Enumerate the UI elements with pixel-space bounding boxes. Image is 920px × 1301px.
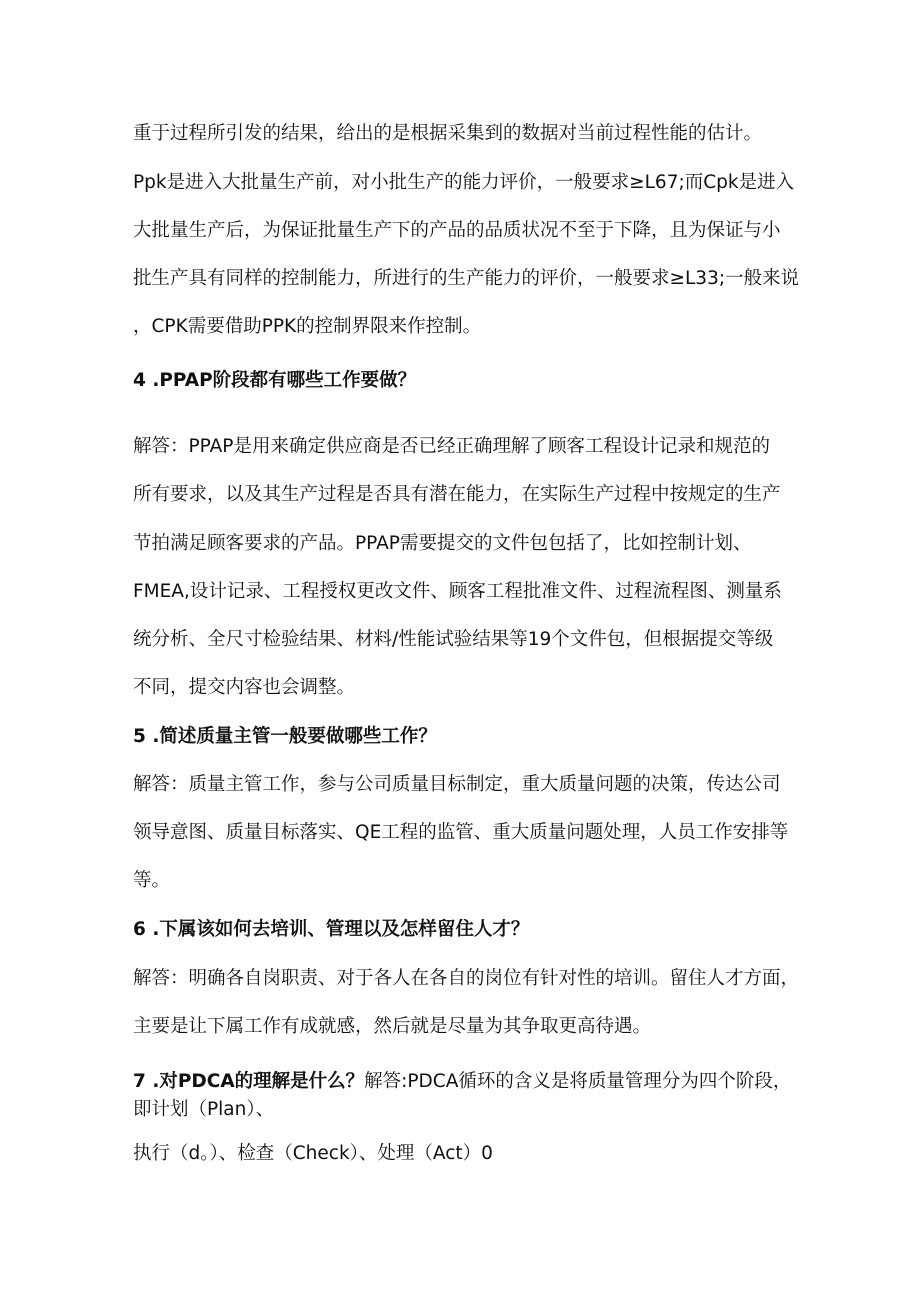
paragraph-line: 统分析、全尺寸检验结果、材料/性能试验结果等19个文件包，但根据提交等级 [133, 629, 774, 650]
paragraph-line: 执行（d。）、检查（Check）、处理（Act）0 [133, 1143, 493, 1164]
section-heading-4: 4 .PPAP阶段都有哪些工作要做？ [133, 370, 417, 391]
paragraph-line: FMEA,设计记录、工程授权更改文件、顾客工程批准文件、过程流程图、测量系 [133, 581, 782, 602]
paragraph-line: 节拍满足顾客要求的产品。PPAP需要提交的文件包包括了，比如控制计划、 [133, 533, 752, 554]
paragraph-line: Ppk是进入大批量生产前，对小批生产的能力评价，一般要求≥L67;而Cpk是进入 [133, 172, 795, 193]
section-heading-5: 5 .简述质量主管一般要做哪些工作？ [133, 726, 437, 747]
paragraph-line: ，CPK需要借助PPK的控制界限来作控制。 [133, 316, 482, 337]
paragraph-line: 解答：明确各自岗职责、对于各人在各自的岗位有针对性的培训。留住人才方面， [133, 968, 800, 989]
paragraph-line: 领导意图、质量目标落实、QE工程的监管、重大质量问题处理，人员工作安排等 [133, 822, 789, 843]
section-heading-7-line [133, 1069, 805, 1095]
paragraph-line: 等。 [133, 870, 171, 891]
paragraph-line: 解答：PPAP是用来确定供应商是否已经正确理解了顾客工程设计记录和规范的 [133, 436, 770, 457]
paragraph-line: 所有要求，以及其生产过程是否具有潜在能力，在实际生产过程中按规定的生产 [133, 484, 781, 505]
section-heading-6: 6 .下属该如何去培训、管理以及怎样留住人才？ [133, 919, 530, 940]
paragraph-line: 即计划（Plan）、 [133, 1099, 275, 1120]
paragraph-line: 解答：质量主管工作，参与公司质量目标制定，重大质量问题的决策，传达公司 [133, 774, 781, 795]
paragraph-line: 批生产具有同样的控制能力，所进行的生产能力的评价，一般要求≥L33;一般来说 [133, 268, 800, 289]
paragraph-line: 重于过程所引发的结果，给出的是根据采集到的数据对当前过程性能的估计。 [133, 123, 763, 144]
paragraph-line: 大批量生产后，为保证批量生产下的产品的品质状况不至于下降，且为保证与小 [133, 220, 781, 241]
paragraph-line: 主要是让下属工作有成就感，然后就是尽量为其争取更高待遇。 [133, 1016, 652, 1037]
paragraph-line: 不同，提交内容也会调整。 [133, 677, 356, 698]
section-heading-7: 7 .对PDCA的理解是什么？ [133, 1071, 365, 1092]
paragraph-inline-text: 解答:PDCA循环的含义是将质量管理分为四个阶段， [364, 1071, 792, 1092]
